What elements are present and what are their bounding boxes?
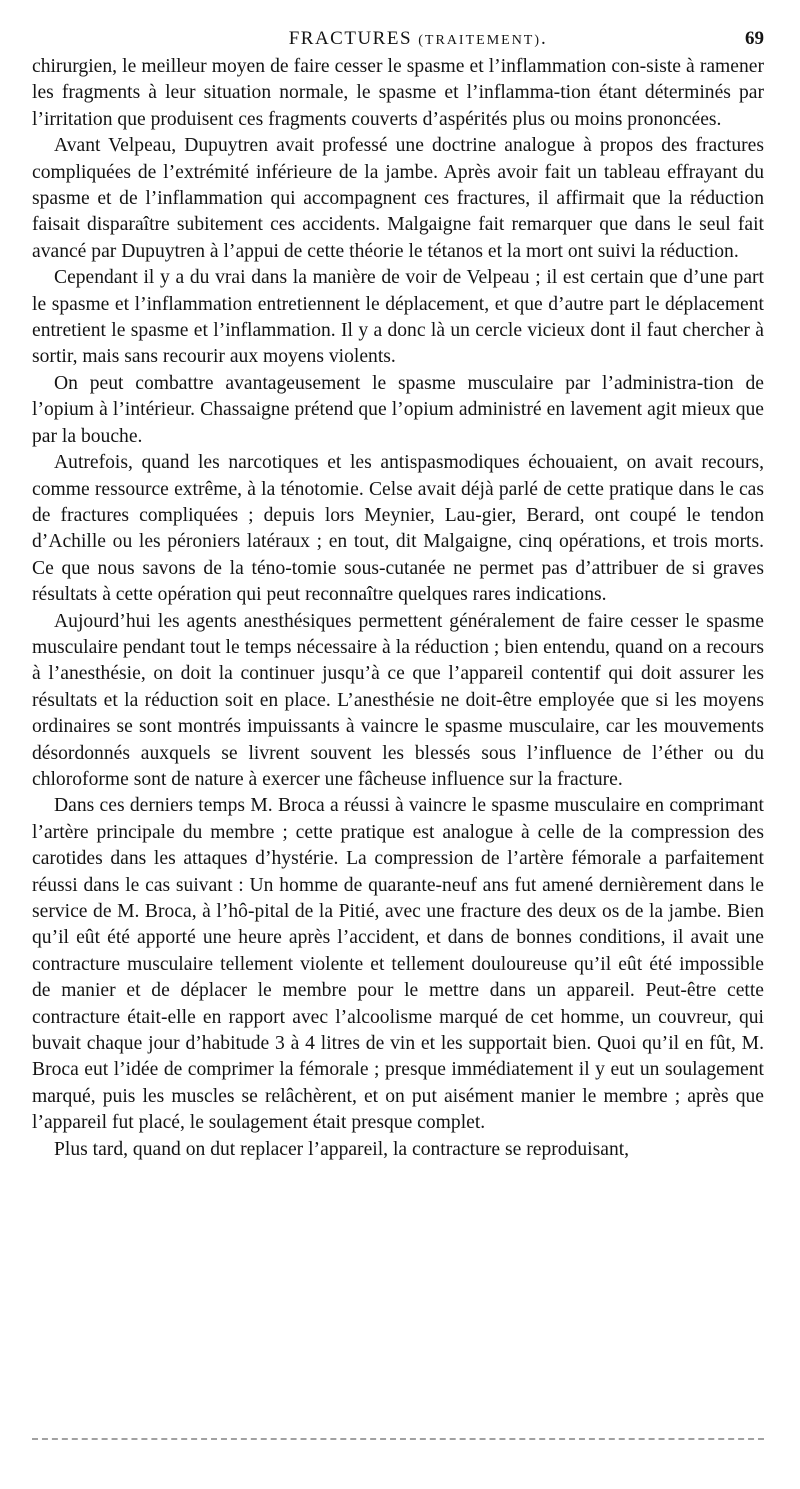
paragraph-5: Autrefois, quand les narcotiques et les antispasmodiques échouaient, on avait recours, comme ressource extrême, à la ténotomie. Celse avait déjà parlé de cette pratique dans le cas de fractures compliquées ; depuis lors Meynier, Lau-gier, Berard, ont coupé le tendon d’Achille ou les péroniers latéraux ; en tout, dit Malgaigne, cinq opérations, et trois morts. Ce que nous savons de la téno-tomie sous-cutanée ne permet pas d’attribuer de si graves résultats à cette opération qui peut reconnaître quelques rares indications. xyxy=(32,452,764,606)
paragraph-3: Cependant il y a du vrai dans la manière de voir de Velpeau ; il est certain que d’une part le spasme et l’inflammation entretiennent le déplacement, et que d’autre part le déplacement entretient le spasme et l’inflammation. Il y a donc là un cercle vicieux dont il faut chercher à sortir, mais sans recourir aux moyens violents. xyxy=(32,267,764,368)
page-number: 69 xyxy=(745,28,764,49)
running-header xyxy=(32,28,764,54)
page xyxy=(32,28,764,1163)
paragraph-4: On peut combattre avantageusement le spasme musculaire par l’administra-tion de l’opium à l’intérieur. Chassaigne prétend que l’opium administré en lavement agit mieux que par la bouche. xyxy=(32,372,764,447)
running-title-main: FRACTURES xyxy=(288,28,419,49)
running-title xyxy=(32,28,764,50)
bottom-dashed-rule xyxy=(32,1438,764,1440)
paragraph-7: Dans ces derniers temps M. Broca a réussi à vaincre le spasme musculaire en comprimant l’artère principale du membre ; cette pratique est analogue à celle de la compression des carotides dans les attaques d’hystérie. La compression de l’artère fémorale a parfaitement réussi dans le cas suivant : Un homme de quarante-neuf ans fut amené dernièrement dans le service de M. Broca, à l’hô-pital de la Pitié, avec une fracture des deux os de la jambe. Bien qu’il eût été apporté une heure après l’accident, et dans de bonnes conditions, il avait une contracture musculaire tellement violente et tellement douloureuse qu’il eût été impossible de manier et de déplacer le membre pour le mettre dans un appareil. Peut-être cette contracture était-elle en rapport avec l’alcoolisme marqué de cet homme, un couvreur, qui buvait chaque jour d’habitude 3 à 4 litres de vin et les supportait bien. Quoi qu’il en fût, M. Broca eut l’idée de comprimer la fémorale ; presque immédiatement il y eut un soulagement marqué, puis les muscles se relâchèrent, et on put aisément manier le membre ; après que l’appareil fut placé, le soulagement était presque complet. xyxy=(32,795,764,1134)
paragraph-6: Aujourd’hui les agents anesthésiques permettent généralement de faire cesser le spasme musculaire pendant tout le temps nécessaire à la réduction ; bien entendu, quand on a recours à l’anesthésie, on doit la continuer jusqu’à ce que l’appareil contentif qui doit assurer les résultats et la réduction soit en place. L’anesthésie ne doit-être employée que si les moyens ordinaires se sont montrés impuissants à vaincre le spasme musculaire, car les mouvements désordonnés auxquels se livrent souvent les blessés sous l’influence de l’éther ou du chloroforme sont de nature à exercer une fâcheuse influence sur la fracture. xyxy=(32,610,764,790)
running-title-end: . xyxy=(541,28,548,49)
body-text xyxy=(32,54,764,1163)
paragraph-8: Plus tard, quand on dut replacer l’appareil, la contracture se reproduisant, xyxy=(54,1138,630,1160)
running-title-sub: (TRAITEMENT) xyxy=(418,33,542,48)
paragraph-1: chirurgien, le meilleur moyen de faire cesser le spasme et l’inflammation con-siste à ramener les fragments à leur situation normale, le spasme et l’inflamma-tion étant déterminés par l’irritation que produisent ces fragments couverts d’aspérités plus ou moins prononcées. xyxy=(32,56,764,130)
paragraph-2: Avant Velpeau, Dupuytren avait professé une doctrine analogue à propos des fractures compliquées de l’extrémité inférieure de la jambe. Après avoir fait un tableau effrayant du spasme et de l’inflammation qui accompagnent ces fractures, il affirmait que la réduction faisait disparaître subitement ces accidents. Malgaigne fait remarquer que dans le seul fait avancé par Dupuytren à l’appui de cette théorie le tétanos et la mort ont suivi la réduction. xyxy=(32,135,764,262)
